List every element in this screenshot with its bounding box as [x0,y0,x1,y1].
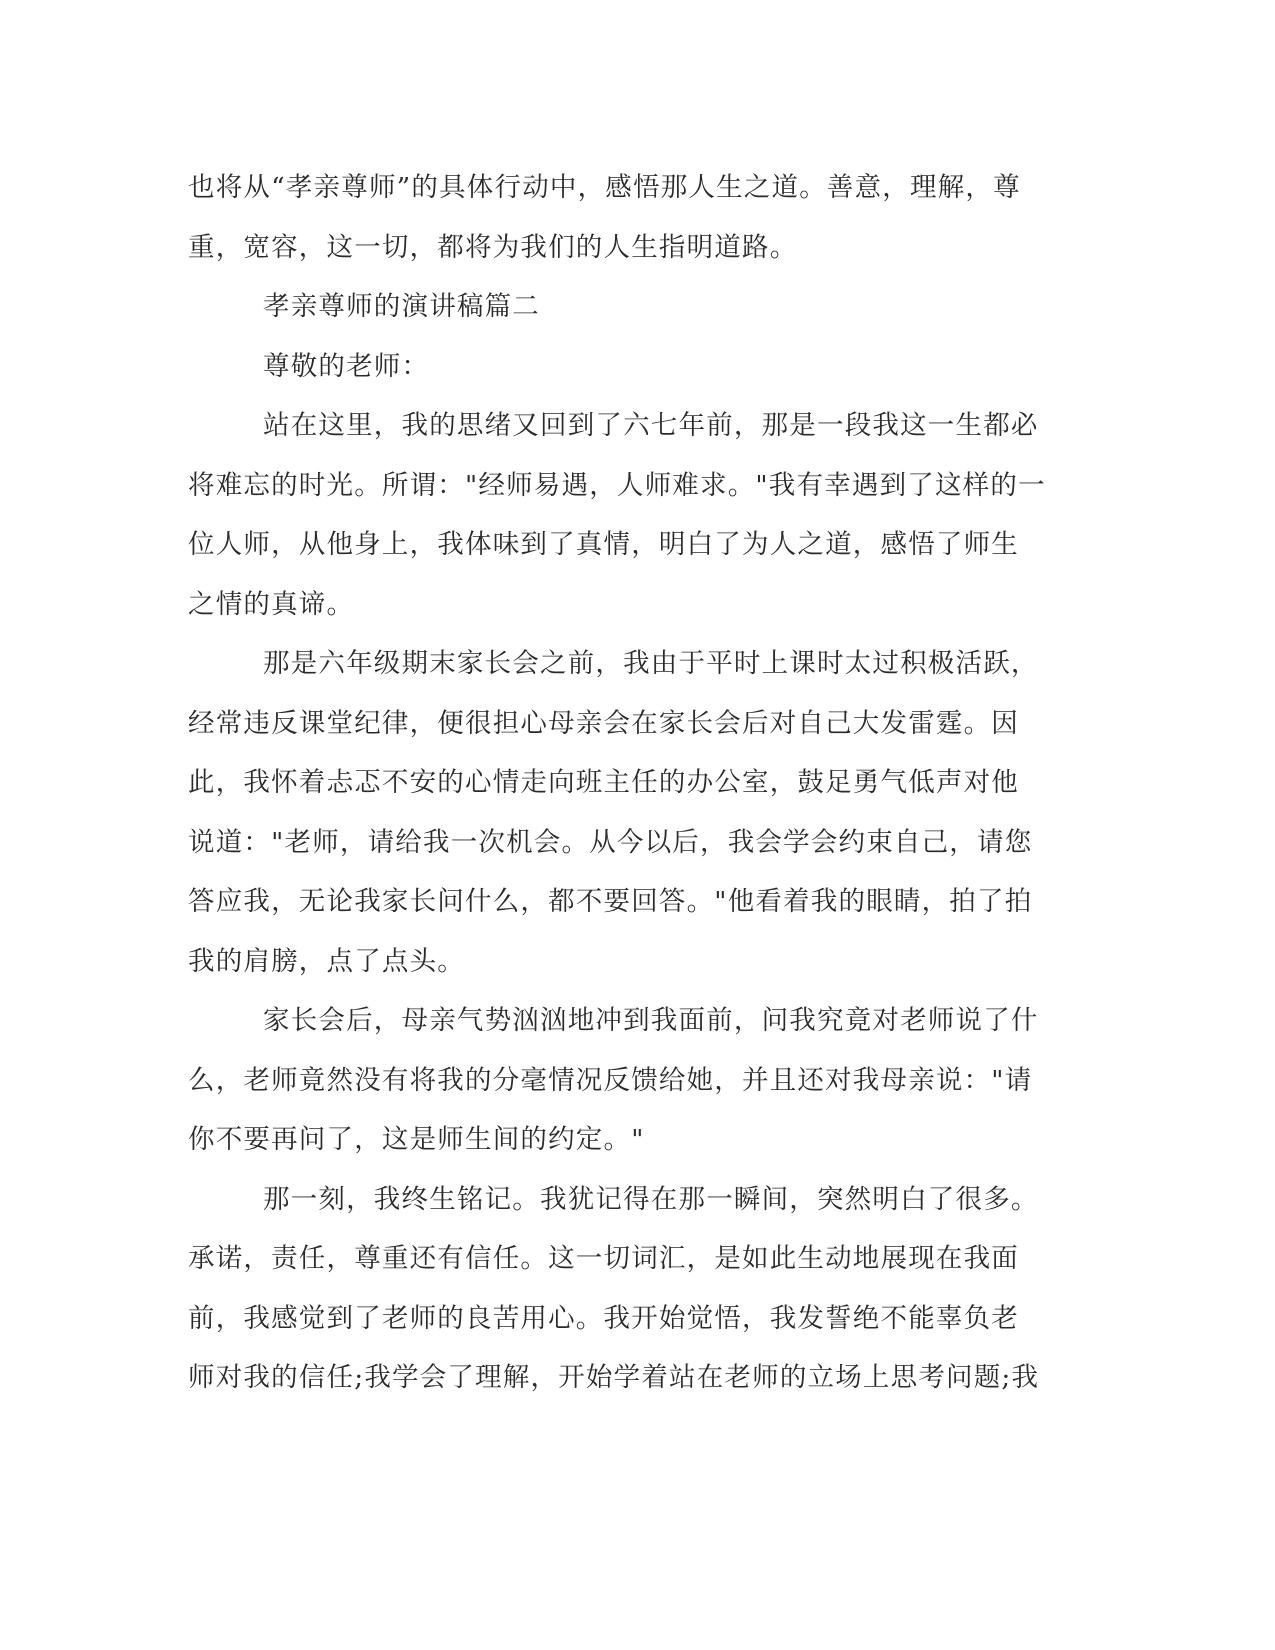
text-line: 将难忘的时光。所谓："经师易遇，人师难求。"我有幸遇到了这样的一 [188,469,1046,501]
text-line: 前，我感觉到了老师的良苦用心。我开始觉悟，我发誓绝不能辜负老 [188,1302,1019,1334]
text-line: 你不要再问了，这是师生间的约定。" [188,1124,645,1155]
text-line: 说道："老师，请给我一次机会。从今以后，我会学会约束自己，请您 [188,826,1033,858]
paragraph [188,396,1068,634]
text-line: 此，我怀着忐忑不安的心情走向班主任的办公室，鼓足勇气低声对他 [188,767,1019,798]
text-line: 尊敬的老师： [263,350,430,382]
text-line: 那一刻，我终生铭记。我犹记得在那一瞬间，突然明白了很多。 [263,1183,1039,1215]
text-line: 师对我的信任;我学会了理解，开始学着站在老师的立场上思考问题;我 [188,1362,1040,1393]
text-line: 答应我，无论我家长问什么，都不要回答。"他看着我的眼睛，拍了拍 [188,886,1033,917]
text-line: 之情的真谛。 [188,588,355,620]
document-body [188,158,1068,1408]
text-line: 那是六年级期末家长会之前，我由于平时上课时太过积极活跃， [263,648,1039,679]
text-line: 承诺，责任，尊重还有信任。这一切词汇，是如此生动地展现在我面 [188,1243,1019,1274]
text-line: 经常违反课堂纪律，便很担心母亲会在家长会后对自己大发雷霆。因 [188,707,1019,739]
section-title [188,277,1068,337]
salutation [188,337,1068,397]
text-line: 重，宽容，这一切，都将为我们的人生指明道路。 [188,231,798,263]
text-line: 孝亲尊师的演讲稿篇二 [263,291,540,322]
text-line: 我的肩膀，点了点头。 [188,945,465,977]
text-line: 也将从“孝亲尊师”的具体行动中，感悟那人生之道。善意，理解，尊 [188,172,1021,203]
text-line: 家长会后，母亲气势汹汹地冲到我面前，问我究竟对老师说了什 [263,1005,1039,1036]
paragraph [188,1170,1068,1408]
text-line: 位人师，从他身上，我体味到了真情，明白了为人之道，感悟了师生 [188,529,1019,560]
paragraph [188,634,1068,991]
paragraph [188,158,1068,277]
paragraph [188,991,1068,1170]
text-line: 么，老师竟然没有将我的分毫情况反馈给她，并且还对我母亲说："请 [188,1064,1033,1096]
text-line: 站在这里，我的思绪又回到了六七年前，那是一段我这一生都必 [263,410,1039,441]
